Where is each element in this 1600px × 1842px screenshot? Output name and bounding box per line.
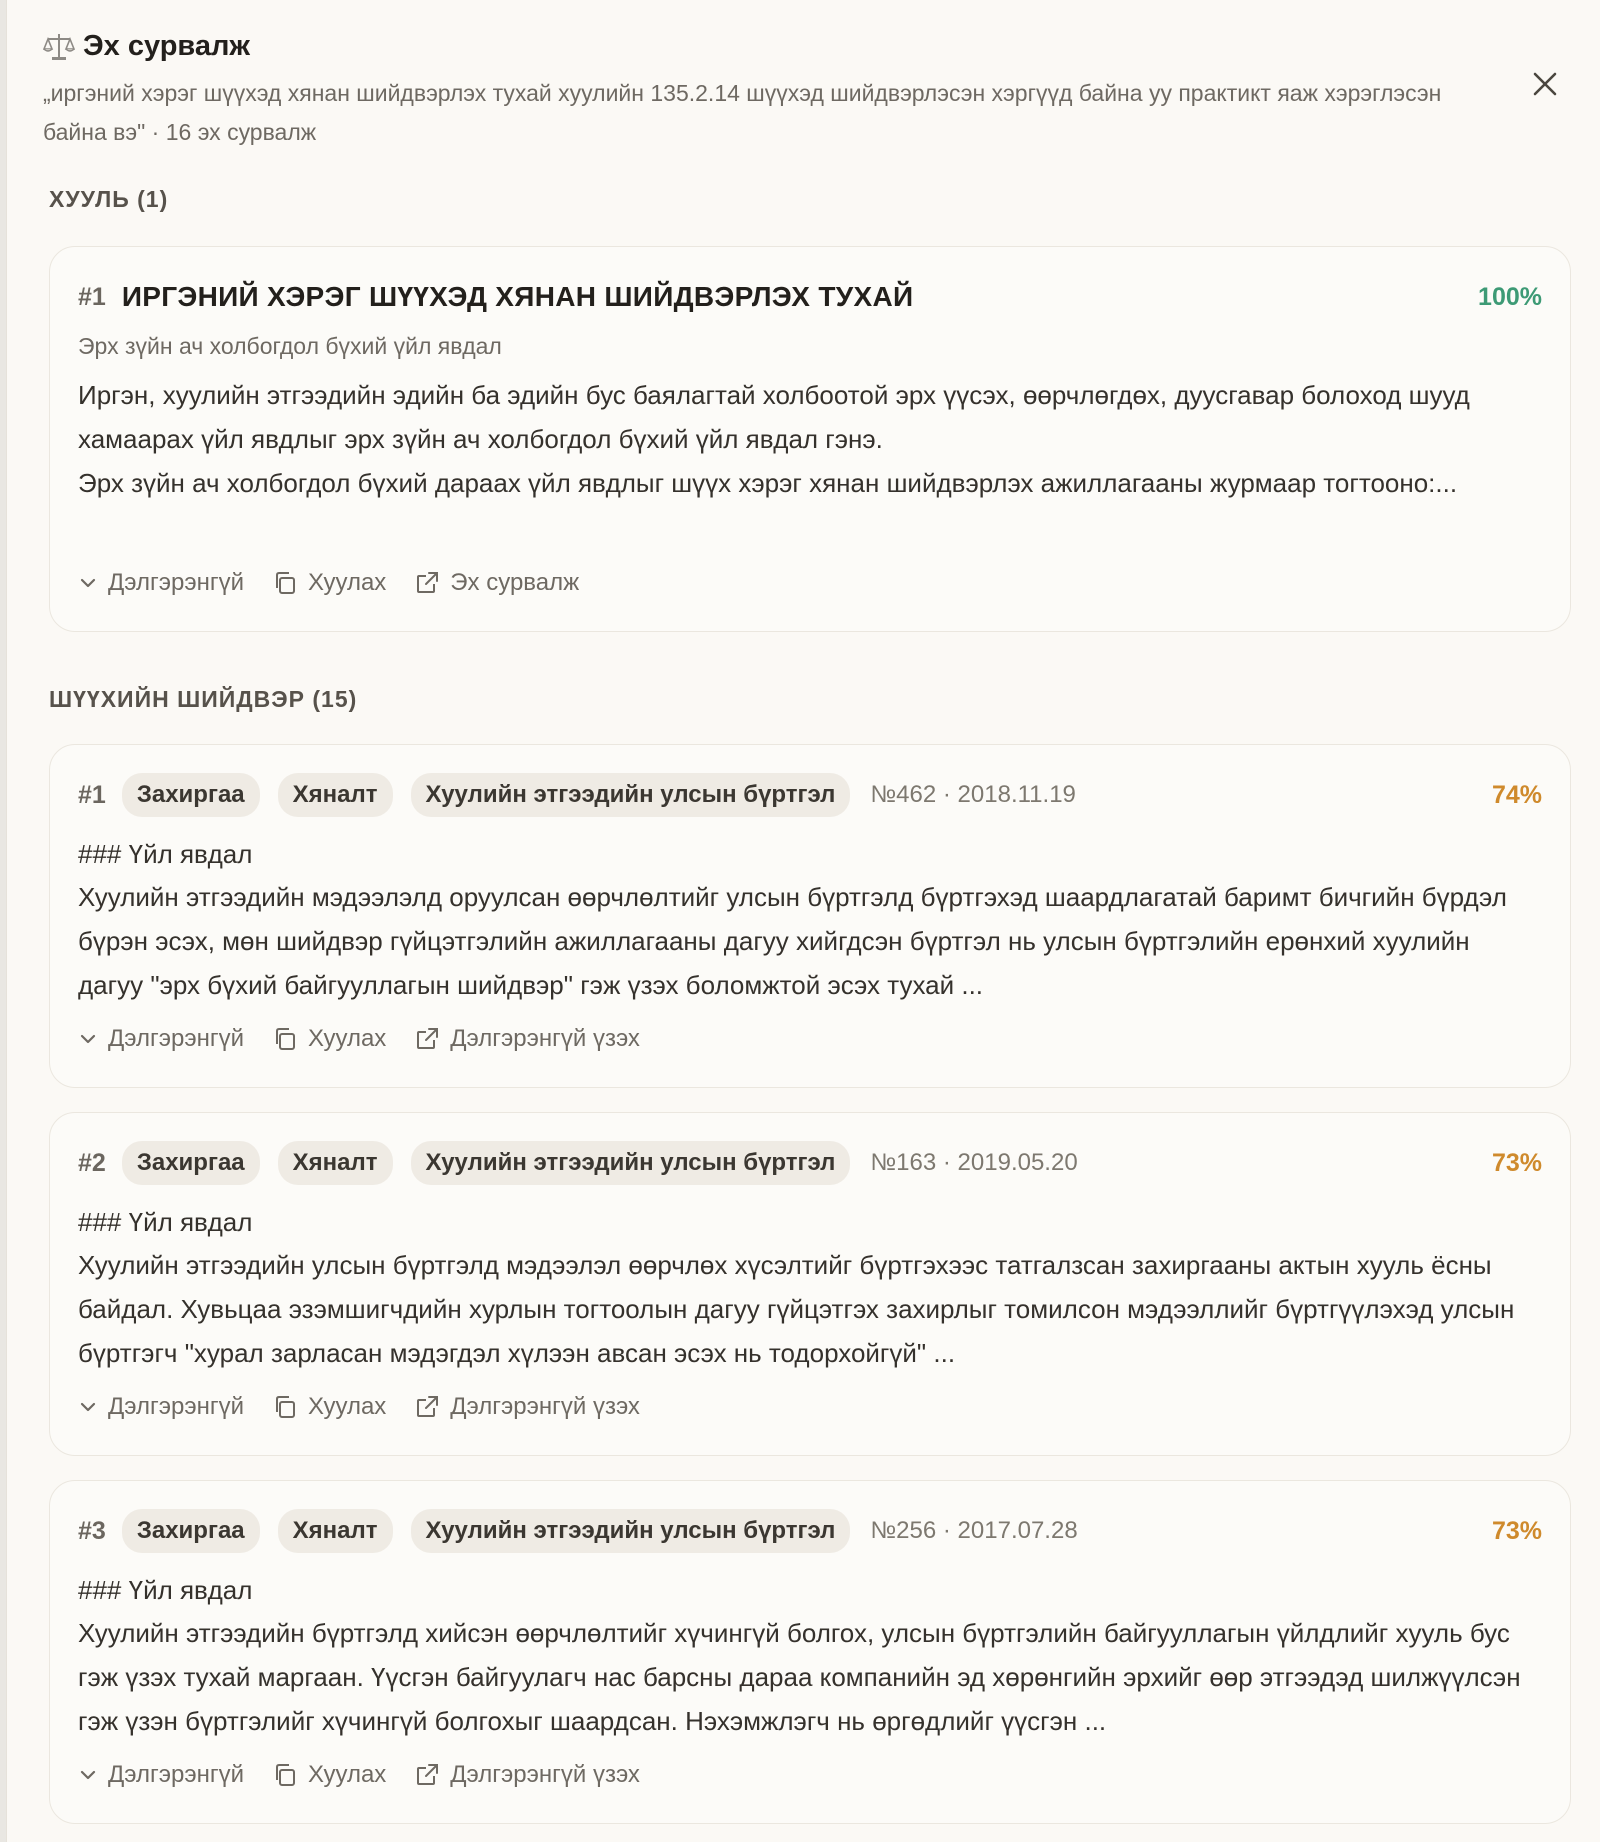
decision-card-header — [78, 745, 1542, 845]
expand-button[interactable] — [78, 1761, 244, 1789]
law-excerpt-line-1: Иргэн, хуулийн этгээдийн эдийн ба эдийн бус баялагтай холбоотой эрх үүсэх, өөрчлөгдөх, дуусгавар болоход шууд хамаарах үйл явдлыг эрх зүйн ач холбогдол бүхий үйл явдал гэнэ. — [78, 380, 1470, 454]
view-details-label: Дэлгэрэнгүй үзэх — [450, 1393, 640, 1420]
decision-rank: #3 — [78, 1516, 106, 1545]
copy-button[interactable] — [272, 1025, 386, 1053]
decision-rank: #2 — [78, 1148, 106, 1177]
law-title: ИРГЭНИЙ ХЭРЭГ ШҮҮХЭД ХЯНАН ШИЙДВЭРЛЭХ ТУХАЙ — [121, 281, 914, 312]
decision-card-header — [78, 1481, 1542, 1581]
decision-card-header — [78, 1113, 1542, 1213]
expand-button[interactable] — [78, 569, 244, 597]
decision-heading: ### Үйл явдал — [78, 1575, 253, 1605]
relevance-score: 73% — [1491, 1516, 1542, 1545]
expand-label: Дэлгэрэнгүй — [108, 1393, 244, 1420]
category-tag: Захиргаа — [122, 1141, 260, 1185]
topic-tag: Хуулийн этгээдийн улсын бүртгэл — [411, 1509, 851, 1553]
decision-meta: №256 · 2017.07.28 — [870, 1517, 1078, 1544]
law-excerpt — [78, 373, 1528, 505]
copy-label: Хуулах — [307, 1393, 387, 1420]
copy-button[interactable] — [272, 569, 386, 597]
view-details-label: Дэлгэрэнгүй үзэх — [450, 1761, 640, 1788]
view-details-link[interactable] — [414, 1393, 640, 1421]
law-card-header — [78, 247, 1542, 347]
panel-header — [43, 24, 1543, 152]
section-label-law: ХУУЛЬ (1) — [49, 186, 169, 212]
close-button[interactable] — [1529, 68, 1561, 100]
topic-tag: Хуулийн этгээдийн улсын бүртгэл — [411, 773, 851, 817]
sources-panel — [6, 0, 1600, 1842]
expand-label: Дэлгэрэнгүй — [108, 1761, 244, 1788]
relevance-score: 74% — [1491, 780, 1542, 809]
external-link-icon — [414, 1394, 440, 1420]
copy-label: Хуулах — [307, 1025, 387, 1052]
expand-label: Дэлгэрэнгүй — [108, 569, 244, 596]
chevron-down-icon — [78, 1397, 98, 1417]
decision-excerpt: Хуулийн этгээдийн мэдээлэлд оруулсан өөрчлөлтийг улсын бүртгэлд бүртгэхэд шаардлагатай баримт бичгийн бүрдэл бүрэн эсэх, мөн шийдвэр гүйцэтгэлийн ажиллагааны дагуу хийгдсэн бүртгэл нь улсын бүртгэлийн ерөнхий хуулийн дагуу "эрх бүхий байгууллагын шийдвэр" гэж үзэх боломжтой эсэх тухай ... — [78, 882, 1507, 1000]
law-subtitle: Эрх зүйн ач холбогдол бүхий үйл явдал — [78, 333, 502, 359]
decision-excerpt: Хуулийн этгээдийн улсын бүртгэлд мэдээлэл өөрчлөх хүсэлтийг бүртгэхээс татгалзсан захиргааны актын хууль ёсны байдал. Хувьцаа эзэмшигчдийн хурлын тогтоолын дагуу гүйцэтгэх захирлыг томилсон мэдээллийг бүртгүүлэхэд улсын бүртгэгч "хурал зарласан мэдэгдэл хүлээн авсан эсэх нь тодорхойгүй" ... — [78, 1250, 1515, 1368]
view-details-label: Дэлгэрэнгүй үзэх — [450, 1025, 640, 1052]
relevance-score: 73% — [1491, 1148, 1542, 1177]
external-link-icon — [414, 1026, 440, 1052]
section-label-decisions: ШҮҮХИЙН ШИЙДВЭР (15) — [49, 686, 358, 712]
decision-heading: ### Үйл явдал — [78, 839, 253, 869]
copy-icon — [272, 1762, 298, 1788]
copy-label: Хуулах — [307, 569, 387, 596]
query-summary: „иргэний хэрэг шүүхэд хянан шийдвэрлэх тухай хуулийн 135.2.14 шүүхэд шийдвэрлэсэн хэргүүд байна уу практикт яаж хэрэглэсэн байна вэ" · 16 эх сурвалж — [43, 80, 1442, 145]
expand-button[interactable] — [78, 1025, 244, 1053]
decision-rank: #1 — [78, 780, 106, 809]
relevance-score: 100% — [1478, 282, 1542, 311]
instance-tag: Хяналт — [278, 1509, 393, 1553]
topic-tag: Хуулийн этгээдийн улсын бүртгэл — [411, 1141, 851, 1185]
copy-icon — [272, 1394, 298, 1420]
instance-tag: Хяналт — [278, 1141, 393, 1185]
panel-title: Эх сурвалж — [83, 29, 250, 62]
close-icon[interactable] — [1529, 68, 1561, 100]
external-link-icon — [414, 1762, 440, 1788]
view-details-link[interactable] — [414, 1025, 640, 1053]
law-excerpt-line-2: Эрх зүйн ач холбогдол бүхий дараах үйл явдлыг шүүх хэрэг хянан шийдвэрлэх ажиллагааны журмаар тогтооно:... — [78, 468, 1458, 498]
category-tag: Захиргаа — [122, 773, 260, 817]
decision-heading: ### Үйл явдал — [78, 1207, 253, 1237]
expand-button[interactable] — [78, 1393, 244, 1421]
law-card — [49, 246, 1571, 632]
decision-card-actions — [78, 1761, 640, 1789]
title-row — [43, 24, 1543, 68]
copy-label: Хуулах — [307, 1761, 387, 1788]
external-link-icon — [414, 570, 440, 596]
source-link[interactable] — [414, 569, 579, 597]
decision-card — [49, 1112, 1571, 1456]
copy-button[interactable] — [272, 1761, 386, 1789]
law-card-actions — [78, 569, 579, 597]
law-rank: #1 — [78, 282, 106, 311]
decision-card-actions — [78, 1025, 640, 1053]
chevron-down-icon — [78, 1765, 98, 1785]
source-label: Эх сурвалж — [450, 569, 580, 596]
expand-label: Дэлгэрэнгүй — [108, 1025, 244, 1052]
copy-icon — [272, 570, 298, 596]
decision-card-actions — [78, 1393, 640, 1421]
decision-card — [49, 744, 1571, 1088]
decision-meta: №163 · 2019.05.20 — [870, 1149, 1078, 1176]
category-tag: Захиргаа — [122, 1509, 260, 1553]
view-details-link[interactable] — [414, 1761, 640, 1789]
instance-tag: Хяналт — [278, 773, 393, 817]
chevron-down-icon — [78, 573, 98, 593]
decision-card — [49, 1480, 1571, 1824]
decision-excerpt: Хуулийн этгээдийн бүртгэлд хийсэн өөрчлөлтийг хүчингүй болгох, улсын бүртгэлийн байгууллагын үйлдлийг хууль бус гэж үзэх тухай маргаан. Үүсгэн байгуулагч нас барсны дараа компанийн эд хөрөнгийн эрхийг өөр этгээдэд шилжүүлсэн гэж үзэн бүртгэлийг хүчингүй болгохыг шаардсан. Нэхэмжлэгч нь өргөдлийг үүсгэн ... — [78, 1618, 1521, 1736]
chevron-down-icon — [78, 1029, 98, 1049]
scale-icon — [43, 30, 75, 62]
decision-meta: №462 · 2018.11.19 — [870, 781, 1076, 808]
copy-icon — [272, 1026, 298, 1052]
copy-button[interactable] — [272, 1393, 386, 1421]
